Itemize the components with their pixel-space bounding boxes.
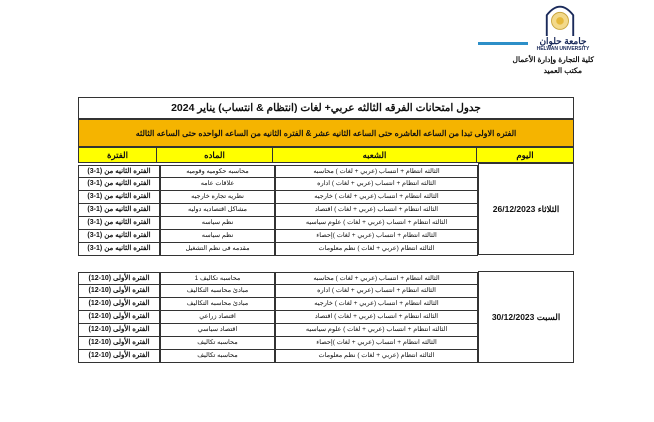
period-cell: الفتره الثانيه من (1-3) [78,191,160,204]
section-cell: الثالثه انتظام + انتساب (عربي + لغات ) اداره [275,178,478,191]
table-title: جدول امتحانات الفرقه الثالثه عربي+ لغات (انتظام & انتساب) يناير 2024 [78,97,574,119]
table-row [78,230,478,243]
periods-note-text: الفتره الاولى تبدا من الساعه العاشره حتى الساعه الثانيه عشر & الفتره الثانيه من الساعه الواحده حتى الساعه الثالثه [135,128,517,138]
period-cell: الفتره الأولى (10-12) [78,324,160,337]
subject-cell: مبادئ محاسبه التكاليف [160,285,275,298]
subject-cell: اقتصاد زراعي [160,311,275,324]
table-row [78,204,478,217]
table-row [78,285,478,298]
subject-cell: نظم سياسه [160,230,275,243]
section-cell: الثالثه انتظام (عربي + لغات ) نظم معلومات [275,350,478,363]
day-cell: الثلاثاء 26/12/2023 [478,163,574,255]
table-row [78,191,478,204]
table-row [78,324,478,337]
header-day: اليوم [476,148,573,162]
day-cell: السبت 30/12/2023 [478,271,574,363]
subject-cell: علاقات عامه [160,178,275,191]
table-row [78,243,478,256]
period-cell: الفتره الثانيه من (1-3) [78,165,160,178]
section-cell: الثالثه انتظام + انتساب (عربي + لغات ) محاسبه [275,165,478,178]
section-cell: الثالثه انتظام + انتساب (عربي + لغات ) علوم سياسيه [275,324,478,337]
faculty-name: كلية التجارة وإدارة الأعمال [512,55,594,64]
period-cell: الفتره الأولى (10-12) [78,337,160,350]
section-cell: الثالثه انتظام + انتساب (عربي + لغات ) خارجيه [275,298,478,311]
section-cell: الثالثه انتظام (عربي + لغات ) نظم معلومات [275,243,478,256]
exam-day-block [78,163,574,255]
table-row [78,350,478,363]
table-row [78,165,478,178]
period-cell: الفتره الثانيه من (1-3) [78,243,160,256]
table-row [78,337,478,350]
table-row [78,178,478,191]
section-cell: الثالثه انتظام + انتساب (عربي + لغات ) اقتصاد [275,204,478,217]
header-subject: الماده [156,148,272,162]
header-section: الشعبه [272,148,476,162]
section-cell: الثالثه انتظام + انتساب (عربي + لغات ) اداره [275,285,478,298]
period-cell: الفتره الأولى (10-12) [78,350,160,363]
section-cell: الثالثه انتظام + انتساب (عربي + لغات ) خارجيه [275,191,478,204]
dean-office: مكتب العميد [543,66,582,75]
period-cell: الفتره الثانيه من (1-3) [78,217,160,230]
subject-cell: محاسبه تكاليف [160,350,275,363]
subject-cell: مقدمه فى نظم التشغيل [160,243,275,256]
table-row [78,217,478,230]
table-header [78,147,574,163]
section-cell: الثالثه انتظام + انتساب (عربي + لغات )إحصاء [275,337,478,350]
header-period: الفترة [107,150,128,160]
section-cell: الثالثه انتظام + انتساب (عربي + لغات ) علوم سياسيه [275,217,478,230]
subject-cell: محاسبه حكوميه وقوميه [160,165,275,178]
subject-cell: نظم سياسه [160,217,275,230]
university-name [528,36,598,52]
university-name-en: HELWAN UNIVERSITY [536,46,590,52]
subject-cell: مبادئ محاسبه التكاليف [160,298,275,311]
period-cell: الفتره الأولى (10-12) [78,311,160,324]
university-name-ar: جامعة حلوان [539,36,587,46]
subject-cell: اقتصاد سياسي [160,324,275,337]
period-cell: الفتره الأولى (10-12) [78,272,160,285]
subject-cell: مشاكل اقتصاديه دوليه [160,204,275,217]
period-cell: الفتره الثانيه من (1-3) [78,178,160,191]
table-row [78,311,478,324]
periods-note [78,119,574,147]
subject-cell: نظريه تجاره خارجيه [160,191,275,204]
header-divider [478,42,528,45]
section-cell: الثالثه انتظام + انتساب (عربي + لغات ) محاسبه [275,272,478,285]
table-row [78,298,478,311]
period-cell: الفتره الأولى (10-12) [78,298,160,311]
period-cell: الفتره الثانيه من (1-3) [78,204,160,217]
subject-cell: محاسبه تكاليف 1 [160,272,275,285]
period-cell: الفتره الثانيه من (1-3) [78,230,160,243]
section-cell: الثالثه انتظام + انتساب (عربي + لغات ) اقتصاد [275,311,478,324]
university-logo-icon [540,2,580,36]
exam-day-block [78,271,574,363]
period-cell: الفتره الأولى (10-12) [78,285,160,298]
table-row [78,272,478,285]
section-cell: الثالثه انتظام + انتساب (عربي + لغات )إحصاء [275,230,478,243]
subject-cell: محاسبه تكاليف [160,337,275,350]
